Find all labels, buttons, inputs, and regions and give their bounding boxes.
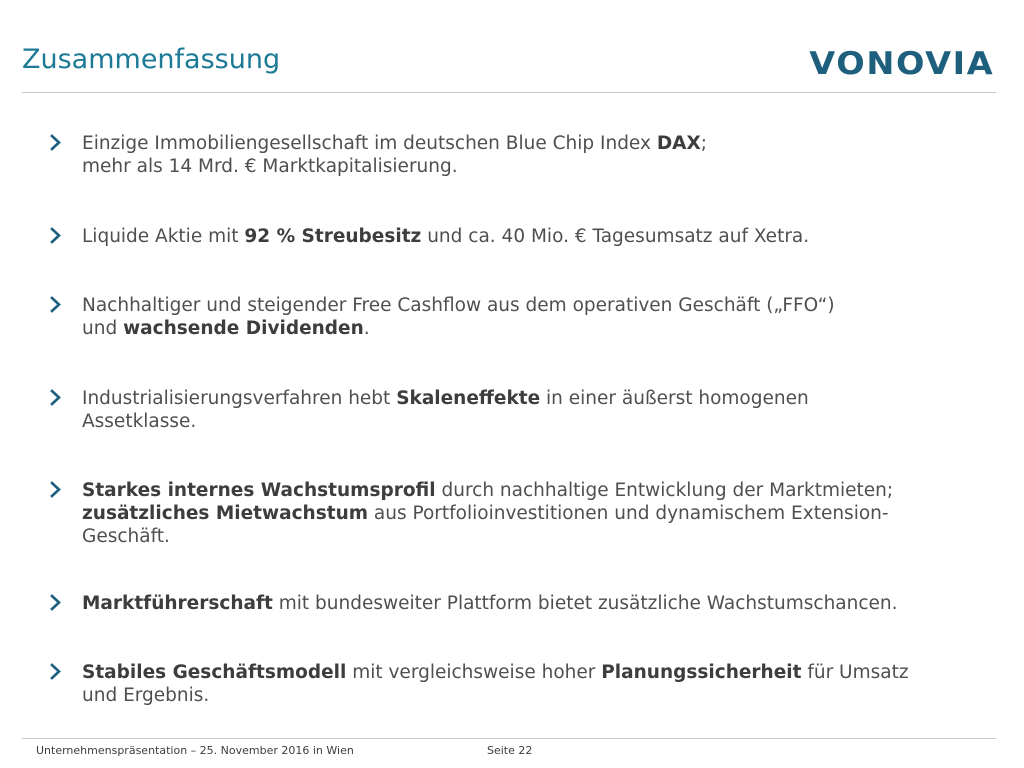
text-line: Assetklasse. [82,411,197,432]
text-run: Industrialisierungsverfahren hebt [82,388,397,409]
text-run: Einzige Immobiliengesellschaft im deutschen Blue Chip Index [82,133,657,154]
text-line: Geschäft. [82,526,170,547]
footer-page-number: Seite 22 [487,744,533,757]
text-run: in einer äußerst homogenen [540,388,809,409]
bold-text-run: 92 % Streubesitz [244,226,422,247]
bold-text-run: DAX [656,133,701,154]
bullet-text [82,132,982,178]
text-run: durch nachhaltige Entwicklung der Marktmieten; [435,480,894,501]
chevron-right-icon [48,226,64,246]
bold-text-run: Marktführerschaft [82,593,273,614]
text-run: mit bundesweiter Plattform bietet zusätzliche Wachstumschancen. [272,593,898,614]
footer-presentation-info: Unternehmenspräsentation – 25. November 2016 in Wien [36,744,354,757]
text-run: für Umsatz [801,662,909,683]
bullet-text [82,294,982,340]
bullet-text [82,592,982,615]
bold-text-run: wachsende Dividenden [123,318,364,339]
bold-text-run: Stabiles Geschäftsmodell [82,662,347,683]
text-line: mehr als 14 Mrd. € Marktkapitalisierung. [82,156,458,177]
bold-text-run: zusätzliches Mietwachstum [82,503,369,524]
bold-text-run: Skaleneffekte [396,388,541,409]
text-run: und [82,318,124,339]
bold-text-run: Starkes internes Wachstumsprofil [82,480,436,501]
bullet-text [82,661,982,707]
bullet-text [82,225,982,248]
text-run: mit vergleichsweise hoher [346,662,602,683]
text-run: aus Portfolioinvestitionen und dynamischem Extension- [368,503,889,524]
bullet-text [82,479,982,548]
text-run: . [363,318,370,339]
bullet-text [82,387,982,433]
chevron-right-icon [48,480,64,500]
text-line: Nachhaltiger und steigender Free Cashflow aus dem operativen Geschäft („FFO“) [82,295,835,316]
text-run: und ca. 40 Mio. € Tagesumsatz auf Xetra. [421,226,810,247]
header-divider [22,92,996,93]
page-title: Zusammenfassung [22,44,281,75]
chevron-right-icon [48,593,64,613]
chevron-right-icon [48,388,64,408]
vonovia-logo: VONOVIA [808,46,994,82]
text-run: Liquide Aktie mit [82,226,245,247]
chevron-right-icon [48,133,64,153]
bold-text-run: Planungssicherheit [601,662,802,683]
chevron-right-icon [48,662,64,682]
text-run: ; [700,133,707,154]
chevron-right-icon [48,295,64,315]
footer-divider [22,738,996,739]
text-line: und Ergebnis. [82,685,210,706]
